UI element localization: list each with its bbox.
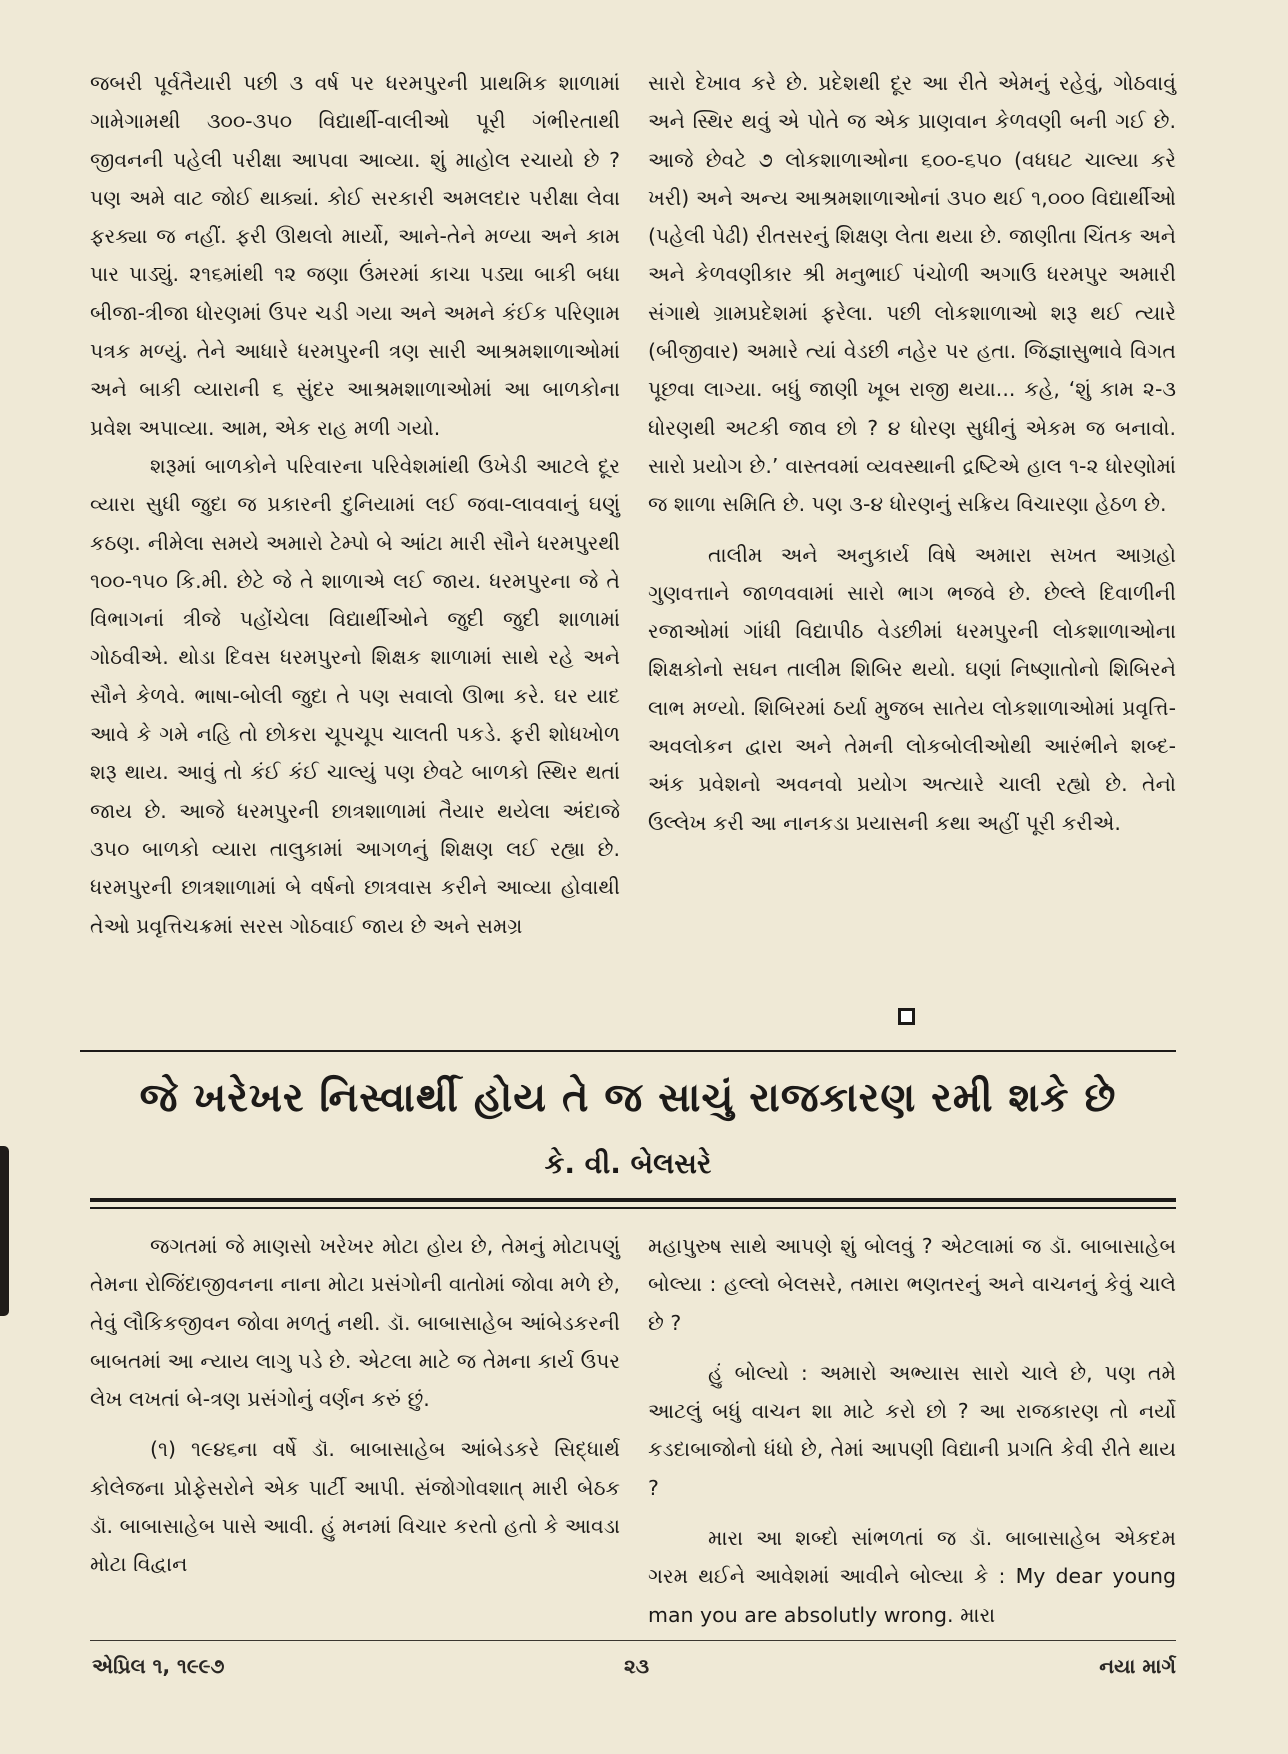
page-number: ૨૩ [624,1654,650,1678]
headline-rule-thick [90,1198,1176,1202]
article-end-mark [898,1008,915,1025]
article-byline: કે. વી. બેલસરે [544,1147,712,1180]
footer-date: એપ્રિલ ૧, ૧૯૯૭ [92,1654,225,1678]
paragraph: જગતમાં જે માણસો ખરેખર મોટા હોય છે, તેમનું મોટાપણું તેમના રોજિંદાજીવનના નાના મોટા પ્રસંગોની વાતોમાં જોવા મળે છે, તેવું લૌકિકજીવન જોવા મળતું નથી. ડૉ. બાબાસાહેબ આંબેડકરની બાબતમાં આ ન્યાય લાગુ પડે છે. એટલા માટે જ તેમના કાર્ય ઉપર લેખ લખતાં બે-ત્રણ પ્રસંગોનું વર્ણન કરું છું. [90,1234,620,1412]
paragraph: સારો દેખાવ કરે છે. પ્રદેશથી દૂર આ રીતે એમનું રહેવું, ગોઠવાવું અને સ્થિર થવું એ પોતે જ એક પ્રાણવાન કેળવણી બની ગઈ છે. આજે છેવટે ૭ લોકશાળાઓના ૬૦૦-૬૫૦ (વધઘટ ચાલ્યા કરે ખરી) અને અન્ય આશ્રમશાળાઓનાં ૩૫૦ થઈ ૧,૦૦૦ વિદ્યાર્થીઓ (પહેલી પેઢી) રીતસરનું શિક્ષણ લેતા થયા છે. જાણીતા ચિંતક અને અને કેળવણીકાર શ્રી મનુભાઈ પંચોળી અગાઉ ધરમપુર અમારી સંગાથે ગ્રામપ્રદેશમાં ફરેલા. પછી લોકશાળાઓ શરૂ થઈ ત્યારે (બીજીવાર) અમારે ત્યાં વેડછી નહેર પર હતા. જિજ્ઞાસુભાવે વિગત પૂછવા લાગ્યા. બધું જાણી ખૂબ રાજી થયા... કહે, ‘શું કામ ૨-૩ ધોરણથી અટકી જાવ છો ? ૪ ધોરણ સુધીનું એકમ જ બનાવો. સારો પ્રયોગ છે.’ વાસ્તવમાં વ્યવસ્થાની દ્રષ્ટિએ હાલ ૧-૨ ધોરણોમાં જ શાળા સમિતિ છે. પણ ૩-૪ ધોરણનું સક્રિય વિચારણા હેઠળ છે. [648,71,1176,517]
binding-shadow [0,1146,9,1316]
top-article-left-column [90,64,620,945]
paragraph: જબરી પૂર્વતૈયારી પછી ૩ વર્ષ પર ધરમપુરની પ્રાથમિક શાળામાં ગામેગામથી ૩૦૦-૩૫૦ વિદ્યાર્થી-વાલીઓ પૂરી ગંભીરતાથી જીવનની પહેલી પરીક્ષા આપવા આવ્યા. શું માહોલ રચાયો છે ? પણ અમે વાટ જોઈ થાક્યાં. કોઈ સરકારી અમલદાર પરીક્ષા લેવા ફરક્યા જ નહીં. ફરી ઊથલો માર્યો, આને-તેને મળ્યા અને કામ પાર પાડ્યું. ૨૧૬માંથી ૧૨ જણા ઉંમરમાં કાચા પડ્યા બાકી બધા બીજા-ત્રીજા ધોરણમાં ઉપર ચડી ગયા અને અમને કંઈક પરિણામ પત્રક મળ્યું. તેને આધારે ધરમપુરની ત્રણ સારી આશ્રમશાળાઓમાં અને બાકી વ્યારાની ૬ સુંદર આશ્રમશાળાઓમાં આ બાળકોના પ્રવેશ અપાવ્યા. આમ, એક રાહ મળી ગયો. [90,71,620,440]
paragraph: (૧) ૧૯૪૬ના વર્ષે ડૉ. બાબાસાહેબ આંબેડકરે સિદ્ધાર્થ કોલેજના પ્રોફેસરોને એક પાર્ટી આપી. સંજોગોવશાત્ મારી બેઠક ડૉ. બાબાસાહેબ પાસે આવી. હું મનમાં વિચાર કરતો હતો કે આવડા મોટા વિદ્વાન [90,1437,620,1577]
magazine-name: નયા માર્ગ [1099,1654,1176,1678]
article-left-column [90,1227,620,1584]
paragraph: મારા આ શબ્દો સાંભળતાં જ ડૉ. બાબાસાહેબ એકદમ ગરમ થઈને આવેશમાં આવીને બોલ્યા કે : My dear young man you are absolutly wrong. મારા [648,1526,1176,1627]
paragraph: શરૂમાં બાળકોને પરિવારના પરિવેશમાંથી ઉખેડી આટલે દૂર વ્યારા સુધી જુદા જ પ્રકારની દુનિયામાં લઈ જવા-લાવવાનું ઘણું કઠણ. નીમેલા સમયે અમારો ટેમ્પો બે આંટા મારી સૌને ધરમપુરથી ૧૦૦-૧૫૦ કિ.મી. છેટે જે તે શાળાએ લઈ જાય. ધરમપુરના જે તે વિભાગનાં ત્રીજે પહોંચેલા વિદ્યાર્થીઓને જુદી જુદી શાળામાં ગોઠવીએ. થોડા દિવસ ધરમપુરનો શિક્ષક શાળામાં સાથે રહે અને સૌને કેળવે. ભાષા-બોલી જુદા તે પણ સવાલો ઊભા કરે. ઘર યાદ આવે કે ગમે નહિ તો છોકરા ચૂપચૂપ ચાલતી પકડે. ફરી શોધખોળ શરૂ થાય. આવું તો કંઈ કંઈ ચાલ્યું પણ છેવટે બાળકો સ્થિર થતાં જાય છે. આજે ધરમપુરની છાત્રશાળામાં તૈયાર થયેલા અંદાજે ૩૫૦ બાળકો વ્યારા તાલુકામાં આગળનું શિક્ષણ લઈ રહ્યા છે. ધરમપુરની છાત્રશાળામાં બે વર્ષનો છાત્રવાસ કરીને આવ્યા હોવાથી તેઓ પ્રવૃત્તિચક્રમાં સરસ ગોઠવાઈ જાય છે અને સમગ્ર [90,453,620,938]
article-right-column [648,1227,1176,1634]
paragraph: મહાપુરુષ સાથે આપણે શું બોલવું ? એટલામાં જ ડૉ. બાબાસાહેબ બોલ્યા : હલ્લો બેલસરે, તમારા ભણતરનું અને વાચનનું કેવું ચાલે છે ? [648,1234,1176,1335]
paragraph: હું બોલ્યો : અમારો અભ્યાસ સારો ચાલે છે, પણ તમે આટલું બધું વાચન શા માટે કરો છો ? આ રાજકારણ તો નર્યો કડદાબાજોનો ધંધો છે, તેમાં આપણી વિદ્યાની પ્રગતિ કેવી રીતે થાય ? [648,1360,1176,1500]
section-divider [80,1050,1176,1052]
top-article-right-column [648,64,1176,842]
footer-divider [90,1640,1176,1641]
article-headline: જે ખરેખર નિસ્વાર્થી હોય તે જ સાચું રાજકારણ રમી શકે છે [139,1075,1117,1121]
headline-rule-thin [90,1207,1176,1209]
paragraph: તાલીમ અને અનુકાર્ય વિષે અમારા સખત આગ્રહો ગુણવત્તાને જાળવવામાં સારો ભાગ ભજવે છે. છેલ્લે દિવાળીની રજાઓમાં ગાંધી વિદ્યાપીઠ વેડછીમાં ધરમપુરની લોકશાળાઓના શિક્ષકોનો સઘન તાલીમ શિબિર થયો. ઘણાં નિષ્ણાતોનો શિબિરને લાભ મળ્યો. શિબિરમાં ઠર્યા મુજબ સાતેય લોકશાળાઓમાં પ્રવૃત્તિ-અવલોકન દ્વારા અને તેમની લોકબોલીઓથી આરંભીને શબ્દ-અંક પ્રવેશનો અવનવો પ્રયોગ અત્યારે ચાલી રહ્યો છે. તેનો ઉલ્લેખ કરી આ નાનકડા પ્રયાસની કથા અહીં પૂરી કરીએ. [648,542,1176,835]
